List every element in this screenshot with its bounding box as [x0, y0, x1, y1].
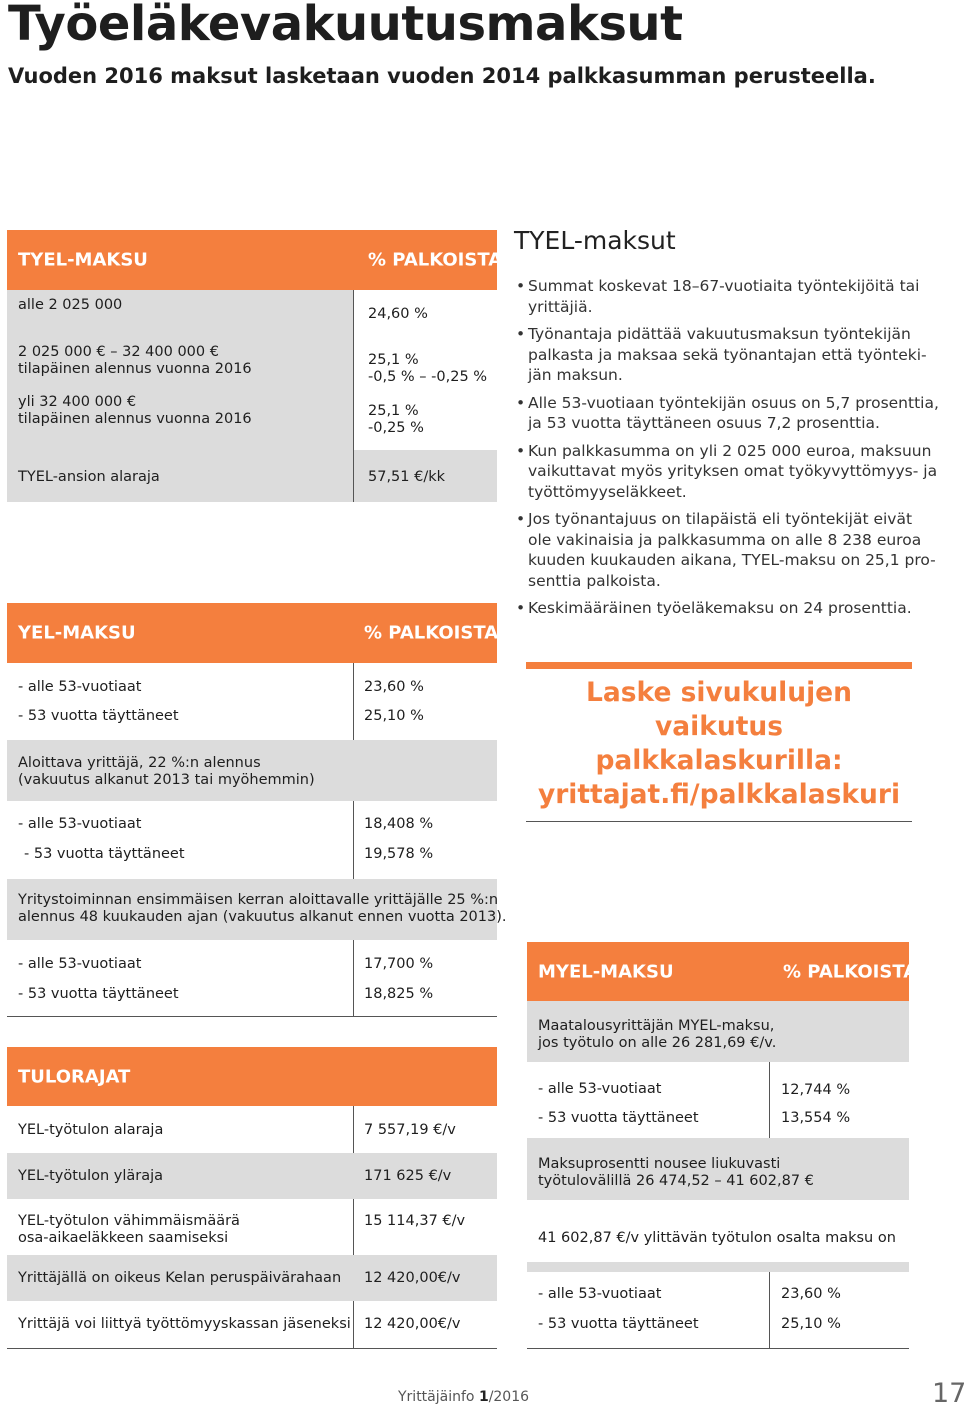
yel-r5-label: - alle 53-vuotiaat: [18, 956, 142, 972]
tulorajat-row3-label-1: YEL-työtulon vähimmäismäärä: [18, 1213, 240, 1229]
myel-r4-label: - 53 vuotta täyttäneet: [538, 1316, 699, 1332]
myel-divider-1: [769, 1062, 770, 1138]
tulorajat-row1-label: YEL-työtulon alaraja: [18, 1122, 164, 1138]
myel-over-text: 41 602,87 €/v ylittävän työtulon osalta maksu on: [538, 1230, 896, 1246]
list-item: • Alle 53-vuotiaan työntekijän osuus on 5,7 prosenttia, ja 53 vuotta täyttäneen osuus 7,2 prosenttia.: [514, 393, 924, 434]
yel-first-line1: Yritystoiminnan ensimmäisen kerran aloittavalle yrittäjälle 25 %:n: [18, 892, 499, 908]
list-item: • Keskimääräinen työeläkemaksu on 24 prosenttia.: [514, 598, 924, 619]
myel-r4-value: 25,10 %: [781, 1316, 841, 1332]
promo-line1: Laske sivukulujen: [585, 677, 852, 708]
yel-r4-value: 19,578 %: [364, 846, 434, 862]
promo-line3: palkkalaskurilla:: [595, 745, 843, 776]
promo-link[interactable]: yrittajat.fi/palkkalaskuri: [537, 779, 901, 810]
list-item: • Summat koskevat 18–67-vuotiaita työntekijöitä tai yrittäjiä.: [514, 276, 924, 317]
yel-header-left: YEL-MAKSU: [18, 622, 136, 644]
myel-bottom-line: [527, 1348, 909, 1349]
promo-text: [526, 676, 912, 812]
myel-r2-label: - 53 vuotta täyttäneet: [538, 1110, 699, 1126]
yel-r6-label: - 53 vuotta täyttäneet: [18, 986, 179, 1002]
yel-starter-line1: Aloittava yrittäjä, 22 %:n alennus: [18, 755, 261, 771]
myel-header-right: % PALKOISTA: [783, 961, 918, 982]
tulorajat-row3-value: 15 114,37 €/v: [364, 1213, 466, 1229]
promo-bottom-line: [526, 821, 912, 822]
tyel-row2-value-2: -0,5 % – -0,25 %: [368, 369, 488, 385]
tulorajat-header: [7, 1047, 497, 1106]
page-subtitle: Vuoden 2016 maksut lasketaan vuoden 2014 palkkasumman perusteella.: [8, 64, 876, 88]
tulorajat-row5-label: Yrittäjä voi liittyä työttömyyskassan jäseneksi: [18, 1316, 351, 1332]
tyel-row2-label-1: 2 025 000 € – 32 400 000 €: [18, 344, 219, 360]
tyel-row2-value-1: 25,1 %: [368, 352, 419, 368]
tulorajat-row2-label: YEL-työtulon yläraja: [18, 1168, 164, 1184]
page-number: 17: [932, 1378, 966, 1409]
yel-divider-1: [353, 663, 354, 740]
myel-r1-label: - alle 53-vuotiaat: [538, 1081, 662, 1097]
promo-top-bar: [526, 662, 912, 669]
tyel-header-right: % PALKOISTA: [368, 249, 503, 271]
tulorajat-row1-value: 7 557,19 €/v: [364, 1122, 456, 1138]
myel-r3-label: - alle 53-vuotiaat: [538, 1286, 662, 1302]
tyel-row3-label-1: yli 32 400 000 €: [18, 394, 137, 410]
footer-pub-name: Yrittäjäinfo: [398, 1389, 479, 1405]
yel-r2-label: - 53 vuotta täyttäneet: [18, 708, 179, 724]
tulorajat-row4-label: Yrittäjällä on oikeus Kelan peruspäivärahaan: [18, 1270, 342, 1286]
tulorajat-row5-value: 12 420,00€/v: [364, 1316, 461, 1332]
myel-r2-value: 13,554 %: [781, 1110, 851, 1126]
promo-line2: vaikutus: [654, 711, 784, 742]
yel-first-line2: alennus 48 kuukauden ajan (vakuutus alkanut ennen vuotta 2013).: [18, 909, 507, 925]
page-title: Työeläkevakuutusmaksut: [8, 0, 683, 52]
tulorajat-row3-label-2: osa-aikaeläkkeen saamiseksi: [18, 1230, 229, 1246]
yel-divider-2: [353, 801, 354, 879]
tyel-row3-value-1: 25,1 %: [368, 403, 419, 419]
yel-r4-label: - 53 vuotta täyttäneet: [24, 846, 185, 862]
yel-header-right: % PALKOISTA: [364, 622, 499, 644]
yel-r5-value: 17,700 %: [364, 956, 434, 972]
yel-header: [7, 603, 497, 663]
tyel-row2-label-2: tilapäinen alennus vuonna 2016: [18, 361, 252, 377]
yel-r1-label: - alle 53-vuotiaat: [18, 679, 142, 695]
myel-desc-line1: Maatalousyrittäjän MYEL-maksu,: [538, 1018, 775, 1034]
myel-r1-value: 12,744 %: [781, 1082, 851, 1098]
yel-bottom-line: [7, 1016, 497, 1017]
myel-rise-line1: Maksuprosentti nousee liukuvasti: [538, 1156, 781, 1172]
tyel-row3-label-2: tilapäinen alennus vuonna 2016: [18, 411, 252, 427]
tulorajat-row4-value: 12 420,00€/v: [364, 1270, 461, 1286]
tyel-header: [7, 230, 503, 290]
tulorajat-bottom-line: [7, 1348, 497, 1349]
tulorajat-header-label: TULORAJAT: [18, 1066, 131, 1087]
tulorajat-row2-value: 171 625 €/v: [364, 1168, 452, 1184]
myel-divider-2: [769, 1272, 770, 1348]
myel-spacer: [527, 1262, 909, 1272]
tulorajat-divider: [353, 1106, 354, 1348]
myel-header: [527, 942, 918, 1001]
tyel-row4-label: TYEL-ansion alaraja: [18, 469, 160, 485]
yel-r6-value: 18,825 %: [364, 986, 434, 1002]
list-item: • Jos työnantajuus on tilapäistä eli työntekijät eivät ole vakinaisia ja palkkasumma on alle 8 238 euroa kuuden kuukauden aikana, TYEL-maksu on 25,1 pro- senttia palkoista.: [514, 509, 924, 591]
tyel-row1-value: 24,60 %: [368, 306, 428, 322]
tyel-info-heading: TYEL-maksut: [514, 226, 676, 255]
yel-r3-label: - alle 53-vuotiaat: [18, 816, 142, 832]
tyel-row1-label: alle 2 025 000: [18, 297, 123, 313]
yel-r3-value: 18,408 %: [364, 816, 434, 832]
myel-desc-line2: jos työtulo on alle 26 281,69 €/v.: [538, 1035, 777, 1051]
list-item: • Työnantaja pidättää vakuutusmaksun työntekijän palkasta ja maksaa sekä työnantajan että työnteki- jän maksun.: [514, 324, 924, 386]
footer-publication: [398, 1389, 529, 1405]
tyel-info-list: [514, 276, 939, 626]
tyel-row4-value: 57,51 €/kk: [368, 469, 446, 485]
yel-divider-3: [353, 940, 354, 1016]
footer-year: /2016: [488, 1389, 530, 1405]
footer-issue: 1: [478, 1389, 489, 1405]
myel-r3-value: 23,60 %: [781, 1286, 841, 1302]
myel-rise-line2: työtulovälillä 26 474,52 – 41 602,87 €: [538, 1173, 814, 1189]
tyel-header-left: TYEL-MAKSU: [18, 249, 148, 271]
yel-r2-value: 25,10 %: [364, 708, 424, 724]
tyel-divider: [353, 290, 354, 502]
yel-starter-line2: (vakuutus alkanut 2013 tai myöhemmin): [18, 772, 315, 788]
palkkalaskuri-promo[interactable]: [526, 662, 912, 822]
myel-header-left: MYEL-MAKSU: [538, 961, 674, 982]
yel-r1-value: 23,60 %: [364, 679, 424, 695]
list-item: • Kun palkkasumma on yli 2 025 000 euroa, maksuun vaikuttavat myös yrityksen omat työkyvyttömyys- ja työttömyyseläkkeet.: [514, 441, 924, 503]
tyel-row3-value-2: -0,25 %: [368, 420, 424, 436]
